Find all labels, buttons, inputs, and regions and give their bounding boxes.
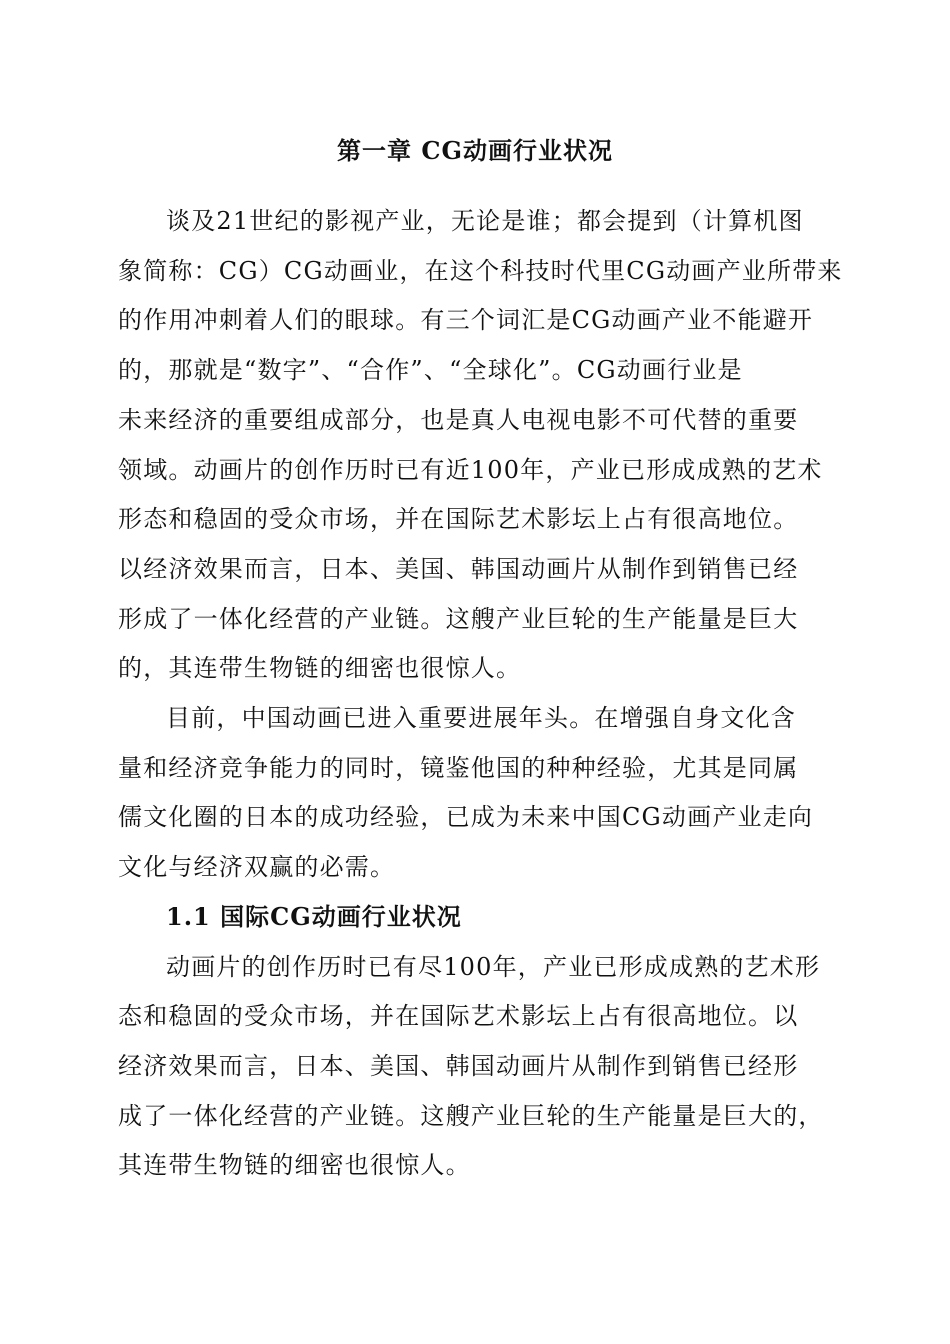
paragraph-3-line-4: 成了一体化经营的产业链。这艘产业巨轮的生产能量是巨大的， xyxy=(118,1102,824,1130)
paragraph-1-line-8: 以经济效果而言，日本、美国、韩国动画片从制作到销售已经 xyxy=(118,555,799,583)
paragraph-1-line-10: 的，其连带生物链的细密也很惊人。 xyxy=(118,654,522,682)
paragraph-1-line-1: 谈及21世纪的影视产业，无论是谁；都会提到（计算机图 xyxy=(166,207,804,235)
paragraph-1-line-7: 形态和稳固的受众市场，并在国际艺术影坛上占有很高地位。 xyxy=(118,505,799,533)
paragraph-1-line-6: 领域。动画片的创作历时已有近100年，产业已形成成熟的艺术 xyxy=(118,456,823,484)
paragraph-2-line-4: 文化与经济双赢的必需。 xyxy=(118,853,396,881)
paragraph-2-line-1: 目前，中国动画已进入重要进展年头。在增强自身文化含 xyxy=(166,704,796,732)
paragraph-3-line-2: 态和稳固的受众市场，并在国际艺术影坛上占有很高地位。以 xyxy=(118,1002,799,1030)
paragraph-1-line-3: 的作用冲刺着人们的眼球。有三个词汇是CG动画产业不能避开 xyxy=(118,306,814,334)
paragraph-1-line-5: 未来经济的重要组成部分，也是真人电视电影不可代替的重要 xyxy=(118,406,799,434)
paragraph-3-line-1: 动画片的创作历时已有尽100年，产业已形成成熟的艺术形 xyxy=(166,953,821,981)
paragraph-1-line-4: 的，那就是“数字”、“合作”、“全球化”。CG动画行业是 xyxy=(118,356,743,384)
paragraph-3-line-5: 其连带生物链的细密也很惊人。 xyxy=(118,1151,471,1179)
paragraph-3-line-3: 经济效果而言，日本、美国、韩国动画片从制作到销售已经形 xyxy=(118,1052,799,1080)
section-heading: 1.1 国际CG动画行业状况 xyxy=(166,902,462,931)
paragraph-1-line-9: 形成了一体化经营的产业链。这艘产业巨轮的生产能量是巨大 xyxy=(118,605,799,633)
paragraph-1-line-2: 象简称：CG）CG动画业，在这个科技时代里CG动画产业所带来 xyxy=(118,257,843,285)
chapter-title: 第一章 CG动画行业状况 xyxy=(337,136,613,165)
paragraph-2-line-3: 儒文化圈的日本的成功经验，已成为未来中国CG动画产业走向 xyxy=(118,803,814,831)
paragraph-2-line-2: 量和经济竞争能力的同时，镜鉴他国的种种经验，尤其是同属 xyxy=(118,754,799,782)
